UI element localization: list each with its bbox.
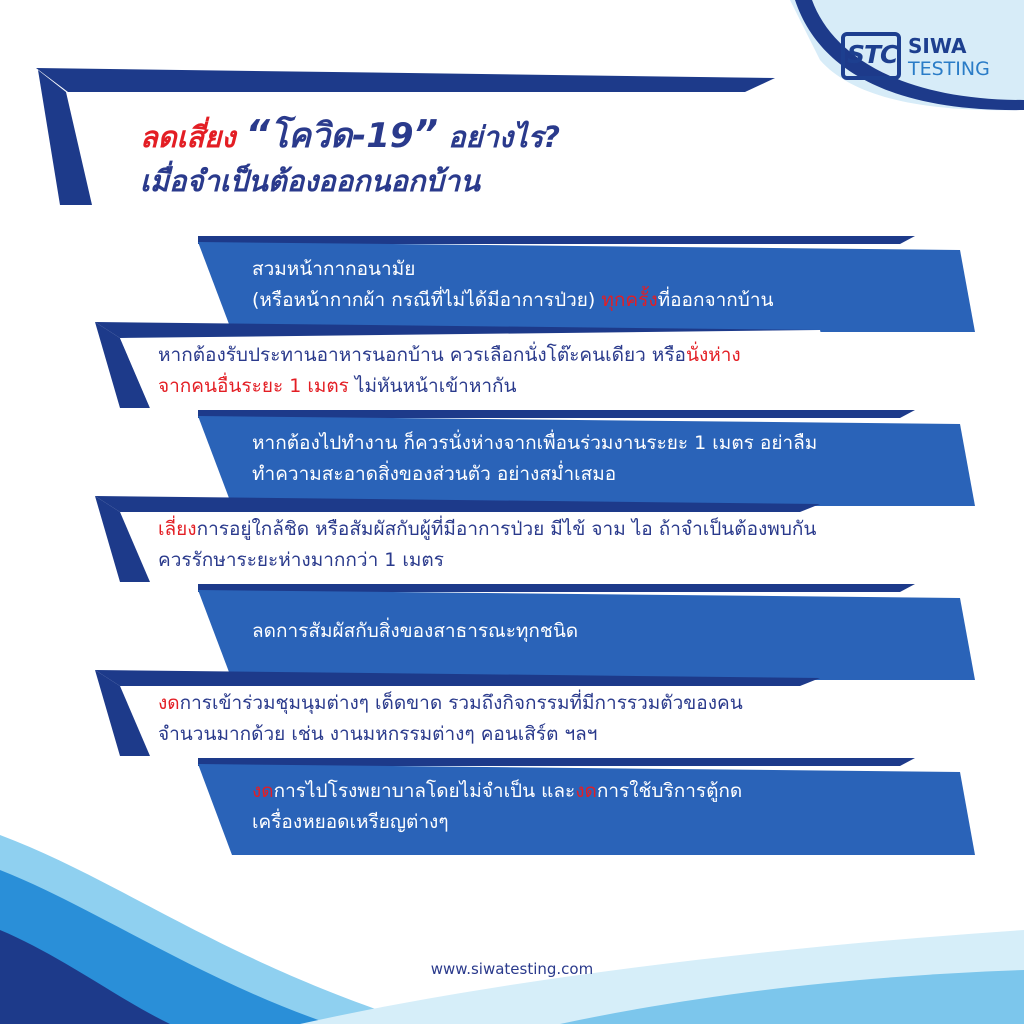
title-part1: ลดเสี่ยง — [140, 120, 236, 154]
tip-1-line2 — [252, 285, 774, 316]
tip-7-line2: เครื่องหยอดเหรียญต่างๆ — [252, 811, 449, 833]
tip-7-text-end: การใช้บริการตู้กด — [596, 780, 743, 802]
tip-2-highlight-2: จากคนอื่นระยะ 1 เมตร — [158, 375, 349, 397]
logo-mark-text: STC — [847, 40, 898, 69]
title-close-quote: ” — [413, 112, 439, 156]
tip-3-line2: ทำความสะอาดสิ่งของส่วนตัว อย่างสม่ำเสมอ — [252, 463, 617, 485]
tip-7-text: การไปโรงพยาบาลโดยไม่จำเป็น และ — [273, 780, 576, 802]
tip-7-highlight-2: งด — [575, 780, 597, 802]
tip-3 — [252, 428, 817, 490]
tip-1-highlight: ทุกครั้ง — [601, 289, 658, 311]
tip-6-text: การเข้าร่วมชุมนุมต่างๆ เด็ดขาด รวมถึงกิจกรรมที่มีการรวมตัวของคน — [179, 692, 743, 714]
tip-1-line1: สวมหน้ากากอนามัย — [252, 258, 416, 280]
tip-5-line1: ลดการสัมผัสกับสิ่งของสาธารณะทุกชนิด — [252, 620, 579, 642]
page-title — [140, 108, 560, 162]
tip-2-line2 — [158, 371, 741, 402]
tip-6-highlight: งด — [158, 692, 180, 714]
title-keyword: โควิด-19 — [269, 116, 414, 156]
page-subtitle: เมื่อจำเป็นต้องออกนอกบ้าน — [140, 164, 480, 198]
website-link[interactable]: www.siwatesting.com — [430, 960, 594, 978]
tip-6-line2: จำนวนมากด้วย เช่น งานมหกรรมต่างๆ คอนเสิร์ต ฯลฯ — [158, 723, 598, 745]
tip-2-text-end: ไม่หันหน้าเข้าหากัน — [348, 375, 517, 397]
title-part2: อย่างไร? — [448, 120, 561, 154]
tip-4-text: การอยู่ใกล้ชิด หรือสัมผัสกับผู้ที่มีอาการป่วย มีไข้ จาม ไอ ถ้าจำเป็นต้องพบกัน — [196, 518, 817, 540]
logo-name-line2: TESTING — [908, 58, 990, 80]
tip-1-text-end: ที่ออกจากบ้าน — [657, 289, 774, 311]
tip-7-highlight: งด — [252, 780, 274, 802]
tip-3-line1: หากต้องไปทำงาน ก็ควรนั่งห่างจากเพื่อนร่วมงานระยะ 1 เมตร อย่าลืม — [252, 432, 818, 454]
tip-4 — [158, 514, 816, 576]
tip-7-line1 — [252, 776, 742, 807]
tip-5 — [252, 616, 578, 647]
tip-6 — [158, 688, 743, 750]
tip-1-text: (หรือหน้ากากผ้า กรณีที่ไม่ได้มีอาการป่วย) — [252, 289, 602, 311]
tip-4-line2: ควรรักษาระยะห่างมากกว่า 1 เมตร — [158, 549, 444, 571]
tip-6-line1 — [158, 688, 743, 719]
tip-2-line1 — [158, 340, 741, 371]
logo-name-line1: SIWA — [908, 34, 967, 58]
tip-7 — [252, 776, 742, 838]
tip-2 — [158, 340, 741, 402]
tip-4-highlight: เลี่ยง — [158, 518, 197, 540]
tip-1 — [252, 254, 774, 316]
tip-2-highlight: นั่งห่าง — [685, 344, 741, 366]
tip-4-line1 — [158, 514, 816, 545]
title-open-quote: “ — [245, 112, 270, 156]
tip-2-text: หากต้องรับประทานอาหารนอกบ้าน ควรเลือกนั่งโต๊ะคนเดียว หรือ — [158, 344, 686, 366]
